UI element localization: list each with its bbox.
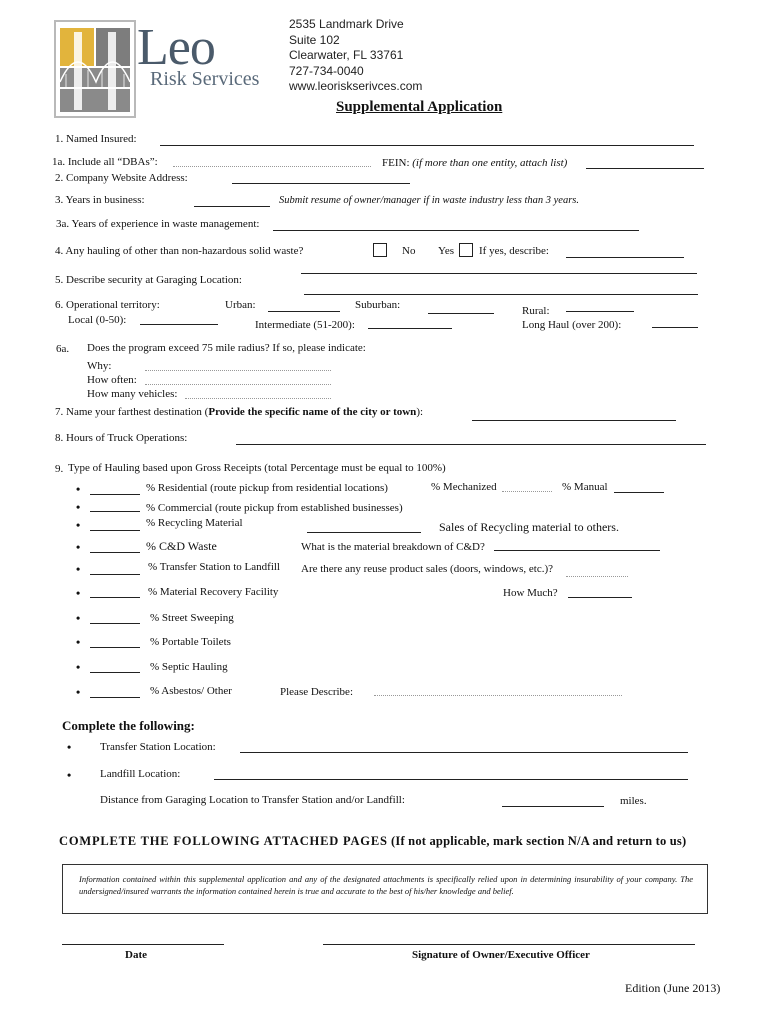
named-insured-field[interactable] — [160, 145, 694, 146]
transfer-location-label: Transfer Station Location: — [100, 741, 216, 753]
transfer-label: % Transfer Station to Landfill — [148, 561, 280, 573]
portable-toilets-label: % Portable Toilets — [150, 636, 231, 648]
logo-subtitle: Risk Services — [150, 68, 260, 90]
bullet-icon: • — [76, 482, 81, 496]
hauling-type-number: 9. — [55, 463, 64, 475]
landfill-location-label: Landfill Location: — [100, 768, 181, 780]
suburban-field[interactable] — [428, 313, 494, 314]
website-address-label: 2. Company Website Address: — [55, 172, 188, 184]
residential-label: % Residential (route pickup from residential locations) — [146, 482, 388, 494]
bridge-logo-icon — [56, 22, 134, 116]
cd-waste-label: % C&D Waste — [146, 539, 217, 553]
bullet-icon: • — [76, 611, 81, 625]
street-sweeping-percent-field[interactable] — [90, 623, 140, 624]
rural-field[interactable] — [566, 311, 634, 312]
transfer-percent-field[interactable] — [90, 574, 140, 575]
truck-hours-field[interactable] — [236, 444, 706, 445]
company-address — [289, 17, 422, 95]
named-insured-label: 1. Named Insured: — [55, 133, 137, 145]
signature-field[interactable] — [323, 944, 695, 945]
radius-number: 6a. — [56, 343, 70, 355]
hazardous-describe-field[interactable] — [566, 257, 684, 258]
edition-label: Edition (June 2013) — [625, 981, 721, 995]
dba-field[interactable] — [173, 166, 371, 167]
radius-vehicles-field[interactable] — [185, 398, 331, 399]
experience-label: 3a. Years of experience in waste management: — [56, 218, 260, 230]
mrf-percent-field[interactable] — [90, 597, 140, 598]
security-field-2[interactable] — [304, 294, 698, 295]
hazardous-no-label: No — [402, 245, 416, 257]
reuse-field[interactable] — [566, 576, 628, 577]
attached-pages-note: (If not applicable, mark section N/A and return to us) — [387, 834, 687, 848]
radius-why-field[interactable] — [145, 370, 331, 371]
mrf-label: % Material Recovery Facility — [148, 586, 279, 598]
bullet-icon: • — [76, 562, 81, 576]
address-line: Suite 102 — [289, 32, 340, 47]
farthest-destination-label — [55, 406, 423, 418]
urban-field[interactable] — [268, 311, 340, 312]
how-much-label: How Much? — [503, 587, 558, 599]
bullet-icon: • — [67, 740, 72, 754]
territory-label: 6. Operational territory: — [55, 299, 160, 311]
septic-percent-field[interactable] — [90, 672, 140, 673]
complete-heading: Complete the following: — [62, 718, 195, 733]
fein-field[interactable] — [586, 168, 704, 169]
hazardous-yes-label: Yes — [438, 245, 455, 257]
fein-note: (if more than one entity, attach list) — [412, 157, 568, 169]
experience-field[interactable] — [273, 230, 639, 231]
commercial-percent-field[interactable] — [90, 511, 140, 512]
radius-vehicles-label: How many vehicles: — [87, 388, 178, 400]
bullet-icon: • — [76, 586, 81, 600]
fein-label-text: FEIN: — [382, 157, 410, 169]
asbestos-label: % Asbestos/ Other — [150, 685, 232, 697]
portable-toilets-percent-field[interactable] — [90, 647, 140, 648]
page-title: Supplemental Application — [336, 99, 503, 115]
please-describe-field[interactable] — [374, 695, 622, 696]
truck-hours-label: 8. Hours of Truck Operations: — [55, 432, 188, 444]
reuse-label: Are there any reuse product sales (doors, windows, etc.)? — [301, 563, 553, 575]
disclaimer-box — [62, 864, 708, 914]
disclaimer-text: Information contained within this supplemental application and any of the designated attachments is specifically relied upon in determining insurability of your company. The undersigned/insured warrants the information contained herein is true and accurate to the best of his/her knowledge and belief. — [79, 874, 693, 896]
address-line: 2535 Landmark Drive — [289, 17, 404, 31]
hazardous-no-checkbox[interactable] — [373, 243, 387, 257]
signature-label: Signature of Owner/Executive Officer — [412, 949, 590, 961]
farthest-destination-text: 7. Name your farthest destination ( — [55, 406, 209, 418]
manual-field[interactable] — [614, 492, 664, 493]
distance-field[interactable] — [502, 806, 604, 807]
manual-label: % Manual — [562, 481, 608, 493]
farthest-destination-emphasis: Provide the specific name of the city or town — [208, 406, 417, 418]
recycling-field[interactable] — [307, 532, 421, 533]
farthest-destination-field[interactable] — [472, 420, 676, 421]
bullet-icon: • — [67, 768, 72, 782]
hazardous-yes-checkbox[interactable] — [459, 243, 473, 257]
how-much-field[interactable] — [568, 597, 632, 598]
attached-pages-title: COMPLETE THE FOLLOWING ATTACHED PAGES — [59, 834, 388, 848]
radius-why-label: Why: — [87, 360, 112, 372]
radius-often-label: How often: — [87, 374, 137, 386]
cd-breakdown-label: What is the material breakdown of C&D? — [301, 541, 485, 553]
dba-label: 1a. Include all “DBAs”: — [52, 156, 158, 168]
transfer-location-field[interactable] — [240, 752, 688, 753]
urban-label: Urban: — [225, 299, 256, 311]
cd-percent-field[interactable] — [90, 552, 140, 553]
residential-percent-field[interactable] — [90, 494, 140, 495]
asbestos-percent-field[interactable] — [90, 697, 140, 698]
commercial-label: % Commercial (route pickup from established businesses) — [146, 502, 403, 514]
address-line: 727-734-0040 — [289, 63, 364, 78]
local-field[interactable] — [140, 324, 218, 325]
street-sweeping-label: % Street Sweeping — [150, 612, 234, 624]
recycling-label: % Recycling Material — [146, 517, 243, 529]
farthest-destination-end: ): — [416, 406, 424, 418]
miles-label: miles. — [620, 795, 647, 807]
septic-label: % Septic Hauling — [150, 661, 228, 673]
security-field-1[interactable] — [301, 273, 697, 274]
resume-note: Submit resume of owner/manager if in waste industry less than 3 years. — [279, 195, 580, 206]
fein-label — [382, 157, 567, 169]
attached-pages-heading — [59, 834, 686, 849]
company-logo — [54, 20, 136, 118]
date-label: Date — [125, 949, 147, 961]
bullet-icon: • — [76, 660, 81, 674]
please-describe-label: Please Describe: — [280, 686, 353, 698]
cd-breakdown-field[interactable] — [494, 550, 660, 551]
website-address-field[interactable] — [232, 183, 410, 184]
logo-word: Leo — [137, 19, 215, 76]
hazardous-describe-label: If yes, describe: — [479, 245, 549, 257]
radius-often-field[interactable] — [145, 384, 331, 385]
bullet-icon: • — [76, 635, 81, 649]
longhaul-field[interactable] — [652, 327, 698, 328]
years-in-business-field[interactable] — [194, 206, 270, 207]
website-link[interactable]: www.leoriskserivces.com — [289, 79, 423, 93]
bullet-icon: • — [76, 500, 81, 514]
bullet-icon: • — [76, 540, 81, 554]
address-line: Clearwater, FL 33761 — [289, 48, 404, 62]
recycling-sales-label: Sales of Recycling material to others. — [439, 520, 619, 534]
suburban-label: Suburban: — [355, 299, 401, 311]
rural-label: Rural: — [522, 305, 550, 317]
mechanized-field[interactable] — [502, 491, 552, 492]
intermediate-label: Intermediate (51-200): — [255, 319, 355, 331]
landfill-location-field[interactable] — [214, 779, 688, 780]
distance-label: Distance from Garaging Location to Transfer Station and/or Landfill: — [100, 794, 405, 806]
radius-label: Does the program exceed 75 mile radius? If so, please indicate: — [87, 342, 366, 354]
longhaul-label: Long Haul (over 200): — [522, 319, 622, 331]
mechanized-label: % Mechanized — [431, 481, 497, 493]
bullet-icon: • — [76, 518, 81, 532]
intermediate-field[interactable] — [368, 328, 452, 329]
years-in-business-label: 3. Years in business: — [55, 194, 145, 206]
security-label: 5. Describe security at Garaging Location: — [55, 274, 242, 286]
hazardous-hauling-label: 4. Any hauling of other than non-hazardous solid waste? — [55, 245, 304, 257]
date-field[interactable] — [62, 944, 224, 945]
hauling-type-label: Type of Hauling based upon Gross Receipts (total Percentage must be equal to 100%) — [68, 462, 446, 474]
recycling-percent-field[interactable] — [90, 530, 140, 531]
local-label: Local (0-50): — [68, 314, 127, 326]
bullet-icon: • — [76, 685, 81, 699]
